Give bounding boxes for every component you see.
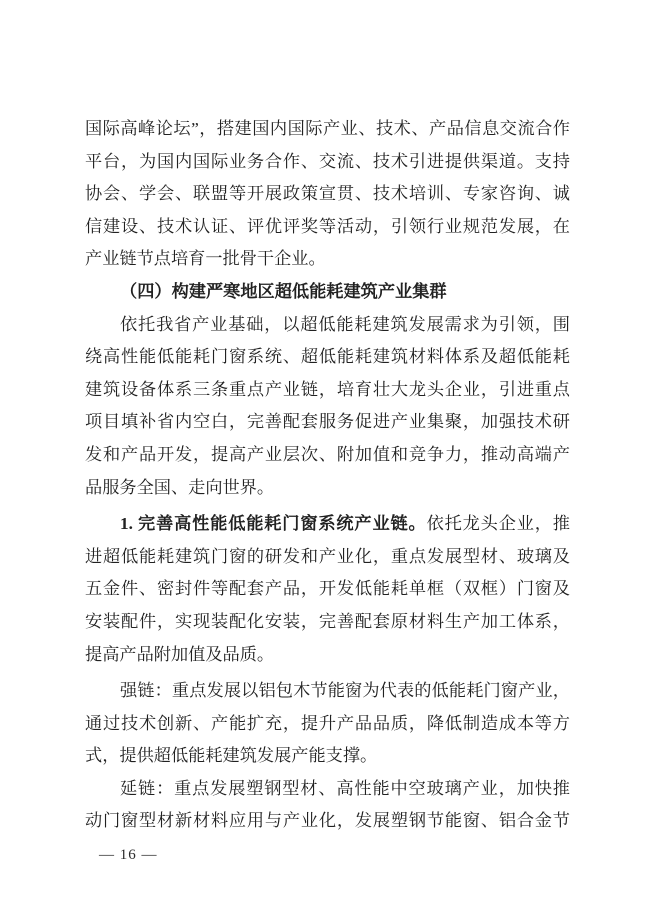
para-overview <box>85 309 570 505</box>
text-segment: 发和产品开发，提高产业层次、附加值和竞争力，推动高端产 <box>85 444 570 464</box>
text-segment: 依托龙头企业，推 <box>426 514 570 534</box>
text-segment: 提高产品附加值及品质。 <box>85 644 275 664</box>
text-line <box>85 541 570 574</box>
text-segment: 通过技术创新、产能扩充，提升产品品质，降低制造成本等方 <box>85 713 570 733</box>
text-segment: 强链：重点发展以铝包木节能窗为代表的低能耗门窗产业， <box>120 681 570 701</box>
text-line <box>85 146 570 179</box>
text-line <box>85 341 570 374</box>
text-segment: （四）构建严寒地区超低能耗建筑产业集群 <box>120 281 447 301</box>
text-line <box>85 606 570 639</box>
text-line <box>85 178 570 211</box>
text-line <box>85 639 570 672</box>
text-segment: 项目填补省内空白，完善配套服务促进产业集聚，加强技术研 <box>85 412 570 432</box>
text-line <box>85 243 570 276</box>
document-body <box>85 113 570 838</box>
text-segment: 绕高性能低能耗门窗系统、超低能耗建筑材料体系及超低能耗 <box>85 347 570 367</box>
text-segment: 依托我省产业基础，以超低能耗建筑发展需求为引领，围 <box>120 314 570 334</box>
text-line <box>85 276 570 309</box>
text-line <box>85 805 570 838</box>
text-segment: 进超低能耗建筑门窗的研发和产业化，重点发展型材、玻璃及 <box>85 546 570 566</box>
text-segment: 式，提供超低能耗建筑发展产能支撑。 <box>85 746 378 766</box>
text-line <box>85 708 570 741</box>
heading-section-4 <box>85 276 570 309</box>
text-line <box>85 573 570 606</box>
text-segment: 国际高峰论坛”，搭建国内国际产业、技术、产品信息交流合作 <box>85 119 570 138</box>
text-segment: 延链：重点发展塑钢型材、高性能中空玻璃产业，加快推 <box>120 778 570 798</box>
text-line <box>85 113 570 146</box>
para-extend-chain <box>85 773 570 838</box>
text-line <box>85 406 570 439</box>
text-segment: 动门窗型材新材料应用与产业化，发展塑钢节能窗、铝合金节 <box>85 811 570 831</box>
text-line <box>85 439 570 472</box>
text-segment: 平台，为国内国际业务合作、交流、技术引进提供渠道。支持 <box>85 151 570 171</box>
text-segment: 信建设、技术认证、评优评奖等活动，引领行业规范发展，在 <box>85 216 570 236</box>
text-line <box>85 374 570 407</box>
page-number: — 16 — <box>99 847 158 863</box>
text-line <box>85 309 570 342</box>
text-line <box>85 675 570 708</box>
text-segment: 安装配件，实现装配化安装，完善配套原材料生产加工体系， <box>85 611 570 631</box>
text-line <box>85 211 570 244</box>
text-segment: 五金件、密封件等配套产品，开发低能耗单框（双框）门窗及 <box>85 579 570 599</box>
text-segment: 协会、学会、联盟等开展政策宣贯、技术培训、专家咨询、诚 <box>85 184 570 204</box>
text-segment: 建筑设备体系三条重点产业链，培育壮大龙头企业，引进重点 <box>85 379 570 399</box>
bold-text-segment: 1. 完善高性能低能耗门窗系统产业链。 <box>120 514 427 534</box>
text-segment: 产业链节点培育一批骨干企业。 <box>85 249 326 269</box>
text-line <box>85 472 570 505</box>
page-footer <box>99 845 158 865</box>
para-continuation <box>85 113 570 276</box>
para-chain-1 <box>85 508 570 671</box>
text-line <box>85 773 570 806</box>
text-line <box>85 740 570 773</box>
text-line <box>85 508 570 541</box>
para-strengthen-chain <box>85 675 570 773</box>
text-segment: 品服务全国、走向世界。 <box>85 477 275 497</box>
